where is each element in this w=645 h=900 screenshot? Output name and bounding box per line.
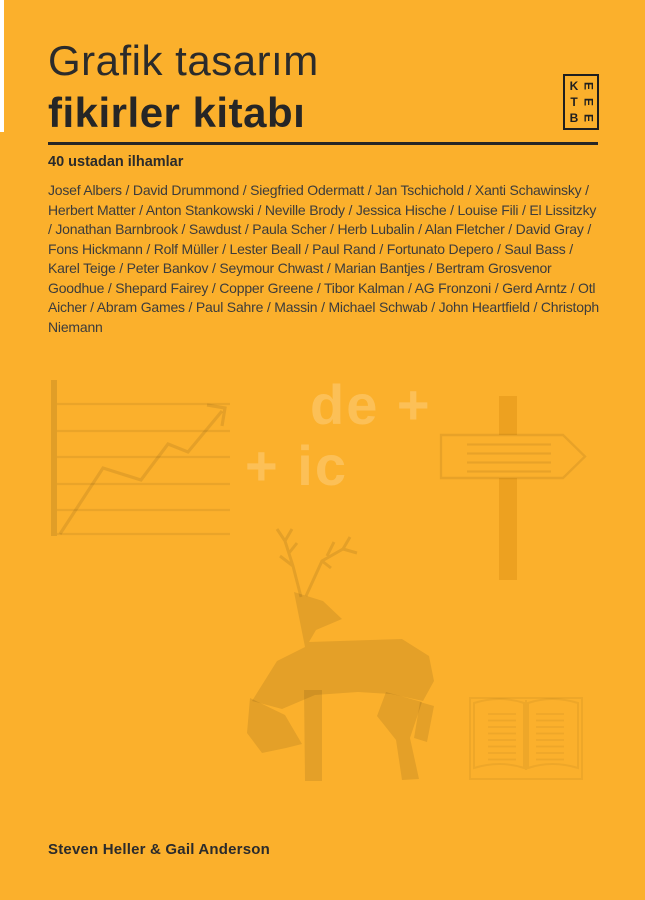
cover-title-line2: fikirler kitabı [48, 89, 306, 136]
logo-letter: B [569, 111, 579, 125]
logo-letter-rotated: E [581, 97, 595, 106]
cover-title-line1: Grafik tasarım [48, 37, 319, 84]
deer-graphic [247, 529, 434, 781]
overlay-text-ic: + ic [245, 434, 348, 497]
logo-letter: K [569, 79, 579, 93]
logo-letter: T [570, 95, 578, 109]
cover-tagline: 40 ustadan ilhamlar [48, 154, 184, 170]
signpost-graphic [441, 396, 585, 580]
overlay-text-de: de + [310, 373, 432, 436]
logo-letter-rotated: E [581, 113, 595, 122]
open-book-graphic [470, 698, 582, 779]
logo-letter-rotated: E [581, 81, 595, 90]
contributors-list: Josef Albers / David Drummond / Siegfried Odermatt / Jan Tschichold / Xanti Schawinsky / Herbert Matter / Anton Stankowski / Neville Brody / Jessica Hische / Louise Fili / El Lissitzky / Jonathan Barnbrook / Sawdust / Paula Scher / Herb Lubalin / Alan Fletcher / David Gray / Fons Hickmann / Rolf Müller / Lester Beall / Paul Rand / Fortunato Depero / Saul Bass / Karel Teige / Peter Bankov / Seymour Chwast / Marian Bantjes / Bertram Grosvenor Goodhue / Shepard Fairey / Copper Greene / Tibor Kalman / AG Fronzoni / Gerd Arntz / Otl Aicher / Abram Games / Paul Sahre / Massin / Michael Schwab / John Heartfield / Christoph Niemann [48, 182, 600, 335]
line-chart-graphic [54, 380, 230, 536]
cover-authors: Steven Heller & Gail Anderson [48, 841, 270, 858]
